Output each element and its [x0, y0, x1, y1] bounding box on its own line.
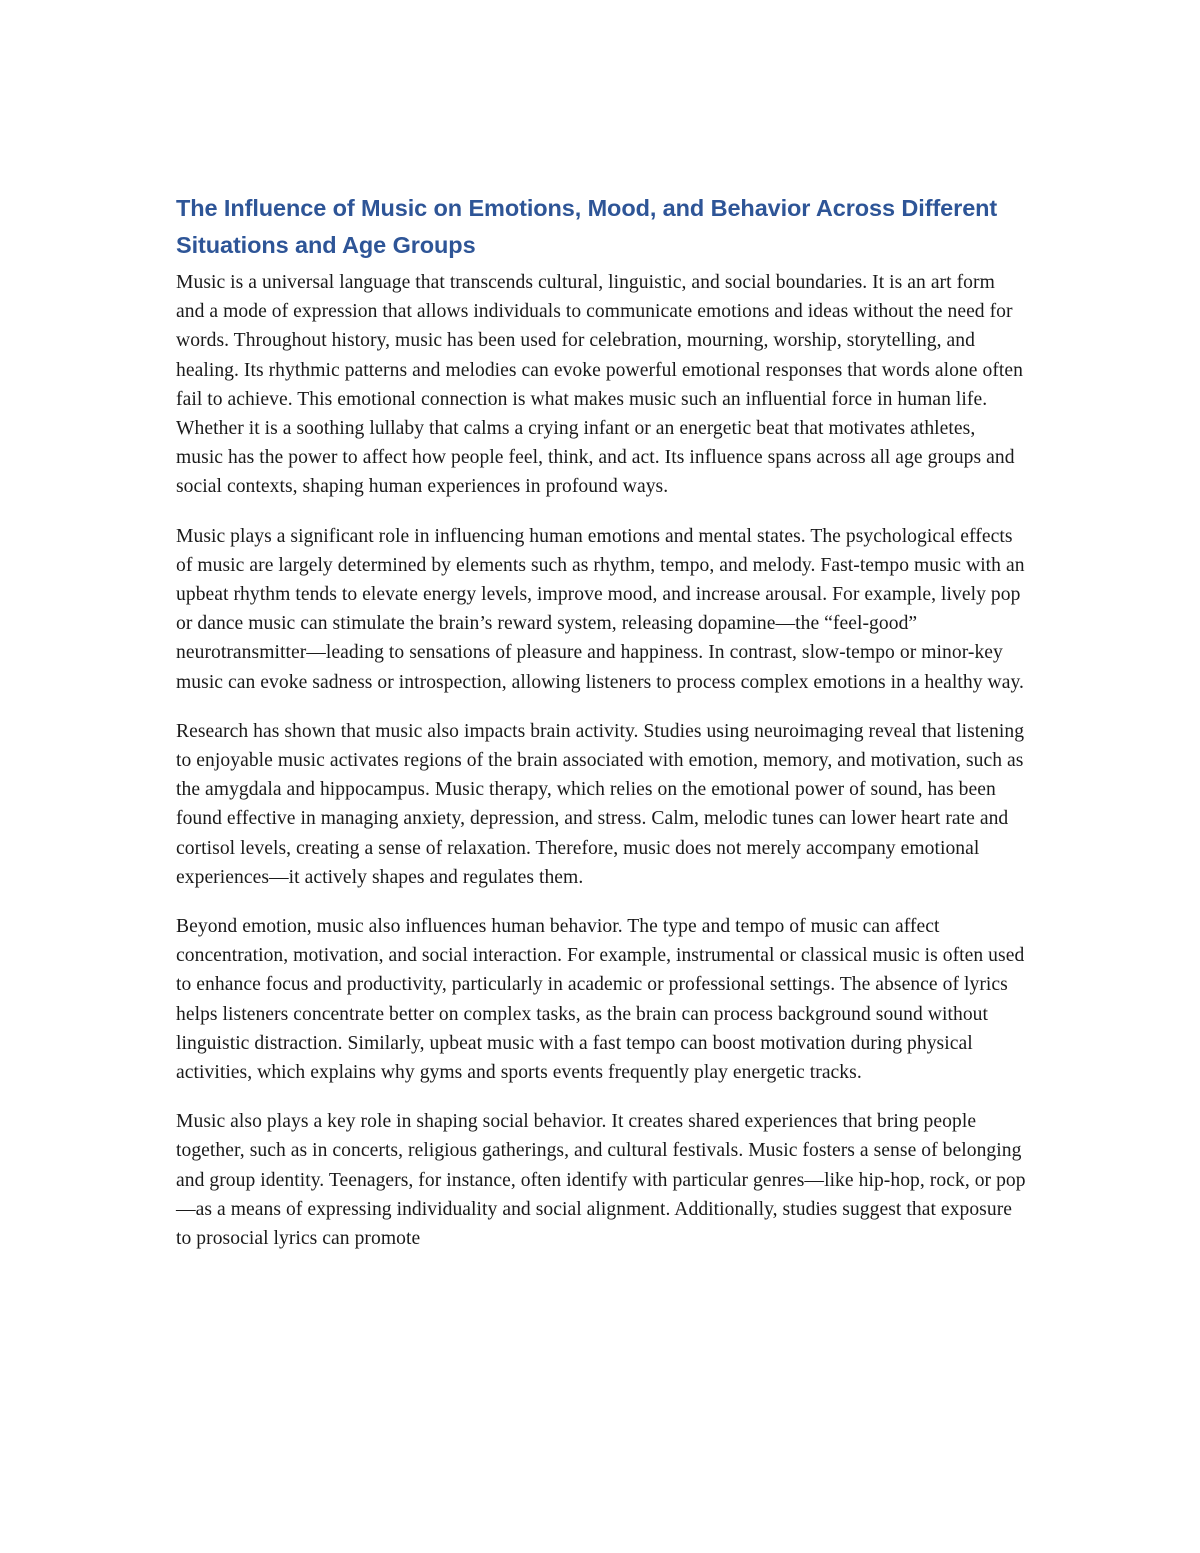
paragraph-2: Music plays a significant role in influencing human emotions and mental states. The psychological effects of music are largely determined by elements such as rhythm, tempo, and melody. Fast-tempo music with an upbeat rhythm tends to elevate energy levels, improve mood, and increase arousal. For example, lively pop or dance music can stimulate the brain’s reward system, releasing dopamine—the “feel-good” neurotransmitter—leading to sensations of pleasure and happiness. In contrast, slow-tempo or minor-key music can evoke sadness or introspection, allowing listeners to process complex emotions in a healthy way. — [176, 525, 1025, 693]
paragraph-1: Music is a universal language that transcends cultural, linguistic, and social boundaries. It is an art form and a mode of expression that allows individuals to communicate emotions and ideas without the need for words. Throughout history, music has been used for celebration, mourning, worship, storytelling, and healing. Its rhythmic patterns and melodies can evoke powerful emotional responses that words alone often fail to achieve. This emotional connection is what makes music such an influential force in human life. Whether it is a soothing lullaby that calms a crying infant or an energetic beat that motivates athletes, music has the power to affect how people feel, think, and act. Its influence spans across all age groups and social contexts, shaping human experiences in profound ways. — [176, 272, 1023, 498]
document-body — [176, 190, 1026, 1273]
paragraph-4: Beyond emotion, music also influences human behavior. The type and tempo of music can affect concentration, motivation, and social interaction. For example, instrumental or classical music is often used to enhance focus and productivity, particularly in academic or professional settings. The absence of lyrics helps listeners concentrate better on complex tasks, as the brain can process background sound without linguistic distraction. Similarly, upbeat music with a fast tempo can boost motivation during physical activities, which explains why gyms and sports events frequently play energetic tracks. — [176, 916, 1025, 1084]
paragraph-3: Research has shown that music also impacts brain activity. Studies using neuroimaging reveal that listening to enjoyable music activates regions of the brain associated with emotion, memory, and motivation, such as the amygdala and hippocampus. Music therapy, which relies on the emotional power of sound, has been found effective in managing anxiety, depression, and stress. Calm, melodic tunes can lower heart rate and cortisol levels, creating a sense of relaxation. Therefore, music does not merely accompany emotional experiences—it actively shapes and regulates them. — [176, 720, 1025, 888]
document-title: The Influence of Music on Emotions, Mood, and Behavior Across Different Situations and Age Groups — [176, 195, 998, 258]
paragraph-5: Music also plays a key role in shaping social behavior. It creates shared experiences that bring people together, such as in concerts, religious gatherings, and cultural festivals. Music fosters a sense of belonging and group identity. Teenagers, for instance, often identify with particular genres—like hip-hop, rock, or pop—as a means of expressing individuality and social alignment. Additionally, studies suggest that exposure to prosocial lyrics can promote — [176, 1111, 1026, 1250]
